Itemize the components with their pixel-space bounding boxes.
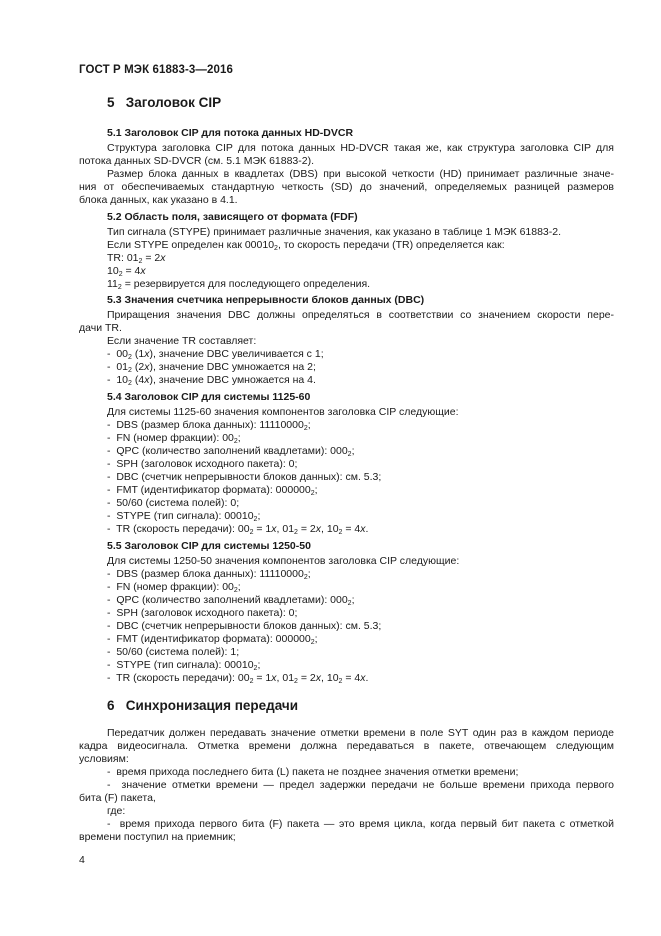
list-item: - значение отметки времени — предел задержки передачи не больше времени прихода первого (107, 779, 615, 791)
list-item: - время прихода первого бита (F) пакета — это время цикла, когда первый бит пакета с отметкой (107, 818, 614, 830)
subsection-5-3-heading: 5.3 Значения счетчика непрерывности блоков данных (DBC) (107, 294, 425, 306)
list-item: - $00_2$ (1x), значение DBC увеличивается с 1; (107, 348, 324, 361)
paragraph-line: кадра видеосигнала. Отметка времени должна передаваться в пакете, отвечающем следующим (79, 740, 614, 752)
page-number: 4 (79, 854, 85, 866)
list-item: - DBC (счетчик непрерывности блоков данных): см. 5.3; (107, 620, 382, 632)
list-item: - QPC (количество заполнений квадлетами): $000_2$; (107, 445, 355, 458)
list-item: - 50/60 (система полей): 0; (107, 497, 240, 509)
document-header: ГОСТ Р МЭК 61883-3—2016 (79, 64, 233, 76)
list-item: - $10_2$ (4x), значение DBC умножается на 4. (107, 374, 316, 387)
subsection-5-4-heading: 5.4 Заголовок CIP для системы 1125-60 (107, 391, 311, 403)
paragraph-line: Размер блока данных в квадлетах (DBS) при высокой четкости (HD) принимает различные значе- (107, 168, 614, 180)
subsection-5-2-heading: 5.2 Область поля, зависящего от формата (FDF) (107, 211, 358, 223)
paragraph-line: Если STYPE определен как $00010_2$, то скорость передачи (TR) определяется как: (107, 239, 505, 252)
tr-value-line: $10_2 = 4x$ (107, 265, 146, 278)
tr-value-line: $11_2$ = резервируется для последующего определения. (107, 278, 371, 291)
list-item: - время прихода последнего бита (L) пакета не позднее значения отметки времени; (107, 766, 519, 778)
paragraph-line: блока данных, как указано в 4.1. (79, 194, 238, 206)
list-item: - DBS (размер блока данных): $11110000_2$; (107, 419, 311, 432)
paragraph-line: где: (107, 805, 126, 817)
list-item: - $01_2$ (2x), значение DBC умножается на 2; (107, 361, 316, 374)
list-item: - TR (скорость передачи): $00_2 = 1x$, $01_2 = 2x$, $10_2 = 4x$. (107, 523, 369, 536)
section-5-heading (107, 95, 221, 110)
paragraph-line: дачи TR. (79, 322, 122, 334)
list-item: - FMT (идентификатор формата): $000000_2$; (107, 484, 318, 497)
list-item: - QPC (количество заполнений квадлетами): $000_2$; (107, 594, 355, 607)
section-number: 6 (107, 698, 115, 713)
section-title: Заголовок CIP (125, 95, 222, 110)
list-item: - STYPE (тип сигнала): $00010_2$; (107, 510, 261, 523)
paragraph-line: Приращения значения DBC должны определяться в соответствии со значением скорости пере- (107, 309, 614, 321)
list-item: - TR (скорость передачи): $00_2 = 1x$, $01_2 = 2x$, $10_2 = 4x$. (107, 672, 369, 685)
subsection-5-5-heading: 5.5 Заголовок CIP для системы 1250-50 (107, 540, 311, 552)
section-number: 5 (107, 95, 115, 110)
list-item: - FMT (идентификатор формата): $000000_2$; (107, 633, 318, 646)
paragraph-line: потока данных SD-DVCR (см. 5.1 МЭК 61883-2). (79, 155, 315, 167)
list-item: - FN (номер фракции): $00_2$; (107, 432, 241, 445)
list-item: - FN (номер фракции): $00_2$; (107, 581, 241, 594)
list-item: - SPH (заголовок исходного пакета): 0; (107, 458, 298, 470)
paragraph-line: Структура заголовка CIP для потока данных HD-DVCR такая же, как структура заголовка CIP для (107, 142, 614, 154)
list-item: - 50/60 (система полей): 1; (107, 646, 240, 658)
subsection-5-1-heading: 5.1 Заголовок CIP для потока данных HD-DVCR (107, 127, 354, 139)
paragraph-line: ния от обеспечиваемых стандартную четкость (SD) до значений, определяемых разницей размеров (79, 181, 614, 193)
paragraph-line: Для системы 1125-60 значения компонентов заголовка CIP следующие: (107, 406, 459, 418)
paragraph-line: Для системы 1250-50 значения компонентов заголовка CIP следующие: (107, 555, 460, 567)
list-item: - DBC (счетчик непрерывности блоков данных): см. 5.3; (107, 471, 382, 483)
section-6-heading (107, 698, 298, 713)
section-title: Синхронизация передачи (125, 698, 298, 713)
paragraph-line: Если значение TR составляет: (107, 335, 257, 347)
list-item: - SPH (заголовок исходного пакета): 0; (107, 607, 298, 619)
paragraph-line: условиям: (79, 753, 129, 765)
list-item: - STYPE (тип сигнала): $00010_2$; (107, 659, 261, 672)
paragraph-line: Тип сигнала (STYPE) принимает различные значения, как указано в таблице 1 МЭК 61883-2. (107, 226, 562, 238)
tr-value-line: TR: $01_2 = 2x$ (107, 252, 166, 265)
paragraph-line: Передатчик должен передавать значение отметки времени в поле SYT один раз в каждом периоде (107, 727, 614, 739)
paragraph-line: времени поступил на приемник; (79, 831, 236, 843)
list-item: - DBS (размер блока данных): $11110000_2$; (107, 568, 311, 581)
paragraph-line: бита (F) пакета, (79, 792, 156, 804)
